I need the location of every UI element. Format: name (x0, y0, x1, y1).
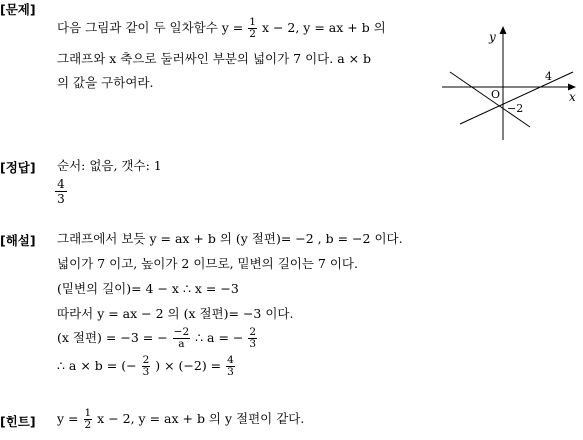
hint-text-a: y = (57, 411, 79, 426)
fraction-denominator: 2 (84, 419, 92, 431)
problem-fraction (248, 17, 257, 40)
answer-denominator: 3 (57, 192, 65, 206)
explanation-line-5-text-b: ∴ a = − (195, 330, 244, 345)
explanation-line-1: 그래프에서 보듯 y = ax + b 의 (y 절편)= −2 , b = −2 이다. (57, 231, 403, 246)
fraction-numerator: 2 (142, 354, 150, 366)
fraction-numerator: −2 (173, 326, 190, 338)
explanation-line-4: 따라서 y = ax − 2 의 (x 절편)= −3 이다. (57, 306, 294, 321)
fraction-numerator: 2 (249, 326, 257, 338)
explanation-line-6-text-b: ) × (−2) = (155, 358, 222, 373)
explanation-line-5-text-a: (x 절편) = −3 = − (57, 330, 168, 345)
explanation-line-6-text-a: ∴ a × b = (− (57, 358, 137, 373)
origin-label: O (491, 88, 501, 101)
problem-line-1 (57, 17, 386, 40)
line-y-ax-plus-b (450, 72, 530, 127)
explanation-line-5-fraction-1 (173, 327, 190, 350)
explanation-line-5-fraction-2 (248, 327, 257, 350)
answer-fraction (55, 177, 67, 206)
hint-text-b: x − 2, y = ax + b 의 y 절편이 같다. (97, 411, 305, 426)
explanation-line-3: (밑변의 길이)= 4 − x ∴ x = −3 (57, 281, 239, 296)
y-axis-arrow (500, 26, 507, 34)
problem-fraction-num: 1 (249, 16, 256, 28)
hint-label: [힌트] (0, 414, 36, 429)
answer-label: [정답] (0, 160, 36, 175)
explanation-line-6-fraction-1 (142, 355, 151, 378)
answer-meta: 순서: 없음, 갯수: 1 (57, 158, 162, 173)
explanation-line-5 (57, 327, 258, 350)
answer-numerator: 4 (55, 177, 67, 192)
fraction-denominator: 3 (249, 338, 257, 350)
explanation-line-2: 넓이가 7 이고, 높이가 2 이므로, 밑변의 길이는 7 이다. (57, 256, 358, 271)
function-graph (440, 20, 580, 145)
x-intercept-label: 4 (545, 70, 552, 83)
fraction-denominator: 3 (227, 366, 234, 378)
hint-line (57, 408, 304, 431)
fraction-denominator: 3 (142, 366, 150, 378)
problem-line-1-text-b: x − 2, y = ax + b 의 (261, 20, 386, 35)
problem-fraction-den: 2 (249, 28, 256, 40)
problem-line-1-text-a: 다음 그림과 같이 두 일차함수 y = (57, 20, 244, 35)
problem-line-2: 그래프와 x 축으로 둘러싸인 부분의 넓이가 7 이다. a × b (57, 51, 372, 66)
line-y-half-x-minus-2 (460, 72, 573, 124)
y-axis-label: y (489, 30, 496, 44)
fraction-denominator: a (178, 338, 185, 350)
problem-label: [문제] (0, 2, 36, 17)
problem-line-3: 의 값을 구하여라. (57, 75, 154, 90)
explanation-line-6 (57, 355, 236, 378)
explanation-line-6-fraction-2 (226, 355, 235, 378)
fraction-numerator: 4 (227, 354, 234, 366)
hint-fraction (84, 408, 93, 431)
fraction-numerator: 1 (84, 407, 92, 419)
explanation-label: [해설] (0, 233, 36, 248)
x-axis-label: x (569, 90, 576, 104)
y-intercept-label: −2 (507, 102, 524, 115)
